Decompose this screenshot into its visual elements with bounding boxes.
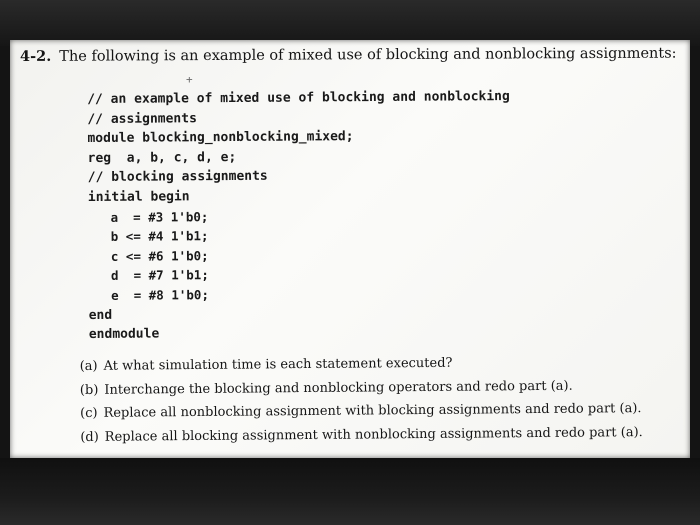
- problem-statement: The following is an example of mixed use of blocking and nonblocking assignments:: [59, 45, 677, 65]
- code-endmodule: endmodule: [88, 326, 160, 343]
- code-reg-declaration: reg a, b, c, d, e;: [87, 149, 237, 166]
- verilog-code-block: [87, 86, 669, 345]
- code-end: end: [88, 307, 113, 323]
- code-assignment-a: a = #3 1'b0;: [87, 208, 209, 225]
- code-module-declaration: module blocking_nonblocking_mixed;: [87, 129, 354, 147]
- crosshair-cursor-icon: +: [186, 73, 193, 86]
- code-assignment-c: c <= #6 1'b0;: [88, 247, 209, 264]
- problem-header: [20, 45, 684, 65]
- code-comment-line: // assignments: [87, 110, 197, 127]
- question-text: Replace all blocking assignment with nonblocking assignments and redo part (a).: [104, 424, 643, 445]
- monitor-bezel-bottom: [0, 458, 700, 525]
- question-text: Interchange the blocking and nonblocking operators and redo part (a).: [104, 378, 573, 398]
- document-page: [10, 40, 690, 458]
- question-label: (d): [80, 429, 99, 445]
- problem-number: 4-2.: [19, 47, 52, 65]
- question-label: (a): [79, 358, 98, 375]
- question-text: Replace all nonblocking assignment with blocking assignments and redo part (a).: [103, 401, 642, 421]
- question-d: [80, 420, 680, 449]
- code-initial-begin: initial begin: [87, 189, 190, 205]
- code-assignment-e: e = #8 1'b0;: [88, 287, 210, 303]
- question-text: At what simulation time is each statement executed?: [103, 355, 453, 374]
- code-comment-line: // blocking assignments: [87, 169, 268, 186]
- code-assignment-d: d = #7 1'b1;: [88, 267, 209, 284]
- question-list: [80, 350, 681, 449]
- question-label: (b): [79, 382, 99, 398]
- code-assignment-b: b <= #4 1'b1;: [88, 228, 209, 245]
- code-comment-line: // an example of mixed use of blocking and nonblocking: [87, 89, 510, 108]
- question-label: (c): [80, 405, 98, 421]
